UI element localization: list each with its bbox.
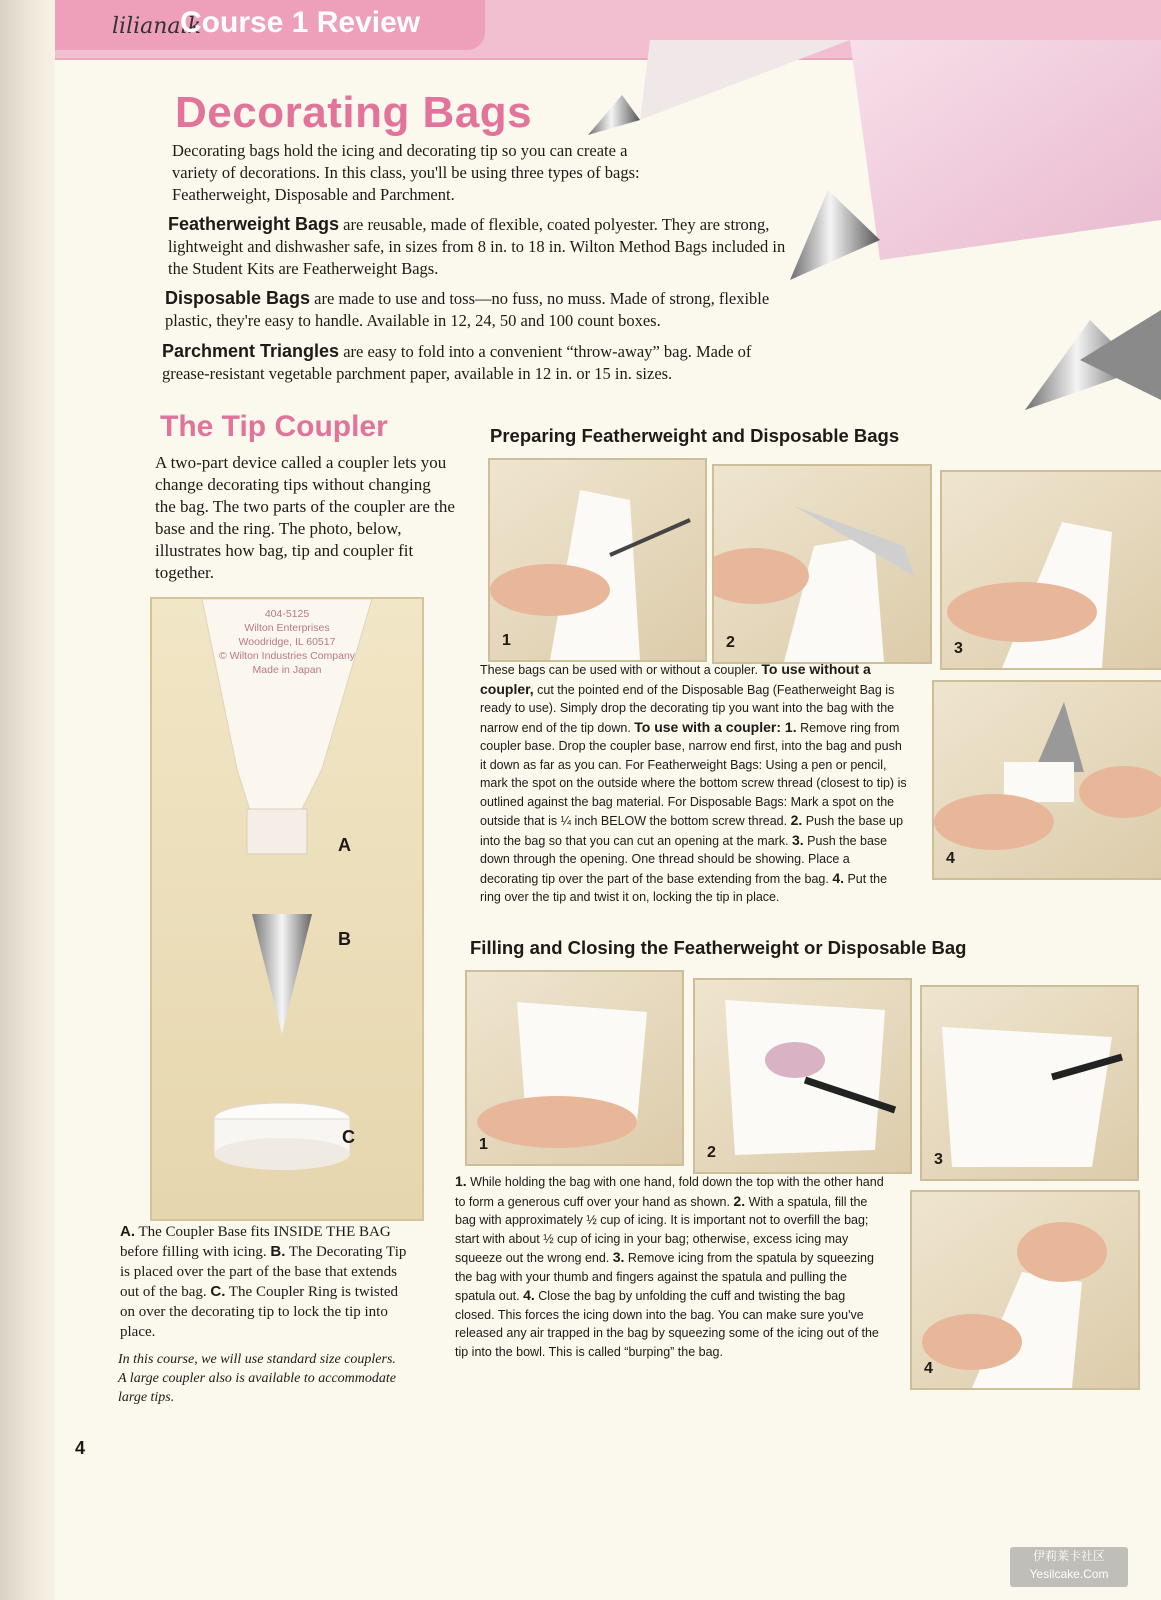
prep-bold: To use with a coupler: 1. — [634, 718, 797, 735]
fill-text: While holding the bag with one hand, fold down the top with the other hand to form a generous cuff over your hand as shown. — [455, 1175, 884, 1209]
photo-number: 2 — [726, 634, 735, 651]
burping-bag-illustration — [912, 1192, 1138, 1388]
fill-text: Close the bag by unfolding the cuff and twisting the bag closed. This forces the icing down into the bag. You can make sure you've released any air trapped in the bag by squeezing some of the icing out of the tip into the bowl. This is called “burping” the bag. — [455, 1289, 879, 1359]
hand-scissors-illustration — [490, 460, 705, 660]
prep-bold: 3. — [792, 831, 804, 848]
spatula-remove-illustration — [922, 987, 1137, 1179]
handwritten-signature: lilianaik — [112, 14, 201, 39]
coupler-caption — [120, 1222, 415, 1342]
caption-c-label: C. — [210, 1283, 226, 1300]
featherweight-text: are reusable, made of flexible, coated polyester. They are strong, lightweight and dishwasher safe, in sizes from 8 in. to 18 in. Wilton Method Bags included in the Student Kits are Featherweight Bags. — [168, 215, 786, 278]
filling-photo-1 — [465, 970, 684, 1166]
prep-text: These bags can be used with or without a coupler. — [480, 663, 762, 677]
prep-bold: 2. — [790, 812, 803, 828]
filling-text — [455, 1172, 885, 1361]
coupler-note: In this course, we will use standard size couplers. A large coupler also is available to accommodate large tips. — [118, 1352, 397, 1405]
fill-text: With a spatula, fill the bag with approximately ½ cup of icing. It is important not to overfill the bag; start with about ½ cup of icing in your bag; otherwise, excess icing may squeeze out the wrong end. — [455, 1194, 869, 1265]
photo-number: 1 — [479, 1136, 488, 1153]
preparing-heading: Preparing Featherweight and Disposable Bags — [490, 425, 900, 446]
featherweight-paragraph — [168, 213, 808, 280]
hand-tip-illustration — [934, 682, 1161, 878]
fill-bold: 3. — [612, 1249, 625, 1265]
bag-cuff-illustration — [467, 972, 682, 1164]
preparing-photo-2 — [712, 464, 932, 664]
fill-text: Remove icing from the spatula by squeezing the bag with your thumb and fingers against the spatula and pulling the spatula out. — [455, 1251, 874, 1303]
filling-photo-2 — [693, 978, 912, 1174]
disposable-title: Disposable Bags — [165, 288, 311, 308]
photo-number: 4 — [924, 1360, 933, 1377]
featherweight-title: Featherweight Bags — [168, 214, 340, 234]
disposable-text: are made to use and toss—no fuss, no muss. Made of strong, flexible plastic, they're easy to handle. Available in 12, 24, 50 and 100 count boxes. — [165, 289, 770, 330]
coupler-photo — [150, 597, 424, 1221]
parchment-text: are easy to fold into a convenient “throw-away” bag. Made of grease-resistant vegetable parchment paper, available in 12 in. or 15 in. sizes. — [162, 342, 752, 383]
photo-number: 2 — [707, 1144, 716, 1161]
bag-print-line: Made in Japan — [252, 664, 322, 676]
preparing-photo-3 — [940, 470, 1161, 670]
parchment-title: Parchment Triangles — [162, 341, 340, 361]
caption-c-text: The Coupler Ring is twisted on over the decorating tip to lock the tip into place. — [120, 1284, 399, 1340]
label-c: C — [342, 1127, 355, 1147]
book-spine — [0, 0, 55, 1600]
photo-number: 1 — [502, 632, 511, 649]
coupler-parts-illustration — [152, 599, 422, 1219]
prep-bold: To use without a coupler, — [480, 661, 871, 697]
parchment-paragraph — [162, 340, 802, 385]
bag-print-line: Woodridge, IL 60517 — [238, 636, 336, 648]
preparing-photo-1 — [488, 458, 707, 662]
spatula-fill-illustration — [695, 980, 910, 1172]
site-watermark — [1010, 1547, 1128, 1587]
prep-text: Remove ring from coupler base. Drop the coupler base, narrow end first, into the bag and push it down as far as you can. For Featherweight Bags: Using a pen or pencil, mark the spot on the outside where the bottom screw thread (closest to tip) is outlined against the bag material. For Disposable Bags: Mark a spot on the outside that is ¼ inch BELOW the bottom screw thread. — [480, 720, 907, 828]
fill-bold: 1. — [455, 1173, 467, 1189]
watermark-line: 伊莉莱卡社区 — [1032, 1549, 1105, 1563]
prep-bold: 4. — [832, 869, 844, 886]
disposable-paragraph — [165, 287, 805, 332]
tip-coupler-heading: The Tip Coupler — [160, 410, 388, 443]
filling-photo-3 — [920, 985, 1139, 1181]
filling-photo-4 — [910, 1190, 1140, 1390]
fill-bold: 4. — [523, 1287, 535, 1303]
prep-text: Push the base down through the opening. One thread should be showing. Place a decorating tip over the part of the base extending from the bag. — [480, 833, 888, 886]
hand-bag-illustration — [942, 472, 1161, 668]
fill-bold: 2. — [733, 1192, 746, 1209]
caption-a-text: The Coupler Base fits INSIDE THE BAG before filling with icing. — [120, 1224, 391, 1260]
decorating-bags-heading: Decorating Bags — [175, 88, 533, 137]
bag-print-line: Wilton Enterprises — [244, 622, 330, 634]
photo-number: 3 — [954, 640, 963, 657]
decorating-bags-intro: Decorating bags hold the icing and decorating tip so you can create a variety of decorations. In this class, you'll be using three types of bags: Featherweight, Disposable and Parchment. — [172, 141, 640, 204]
preparing-text — [480, 660, 910, 907]
bag-print-line: © Wilton Industries Company — [218, 650, 356, 662]
tip-coupler-text: A two-part device called a coupler lets you change decorating tips without changing the bag. The two parts of the coupler are the base and the ring. The photo, below, illustrates how bag, tip and coupler fit together. — [155, 453, 455, 582]
page-number: 4 — [75, 1438, 86, 1458]
photo-number: 3 — [934, 1151, 943, 1168]
preparing-photo-4 — [932, 680, 1161, 880]
caption-b-text: The Decorating Tip is placed over the part of the base that extends out of the bag. — [120, 1244, 407, 1300]
caption-b-label: B. — [270, 1243, 286, 1260]
bag-printing — [152, 607, 422, 677]
label-b: B — [338, 929, 351, 949]
prep-text: cut the pointed end of the Disposable Bag (Featherweight Bag is ready to use). Simply drop the decorating tip you want into the bag with the narrow end of the tip down. — [480, 682, 895, 735]
label-a: A — [338, 835, 351, 855]
filling-heading: Filling and Closing the Featherweight or Disposable Bag — [470, 937, 967, 958]
prep-text: Push the base up into the bag so that you can cut an opening at the mark. — [480, 814, 904, 848]
photo-number: 4 — [946, 850, 955, 867]
prep-text: Put the ring over the tip and twist it on, locking the tip in place. — [480, 871, 888, 904]
caption-a-label: A. — [120, 1223, 135, 1240]
hand-scissors-illustration — [714, 466, 930, 662]
watermark-line: Yesilcake.Com — [1029, 1567, 1109, 1581]
course-title: Course 1 Review — [180, 6, 421, 39]
bag-print-line: 404-5125 — [264, 608, 310, 620]
